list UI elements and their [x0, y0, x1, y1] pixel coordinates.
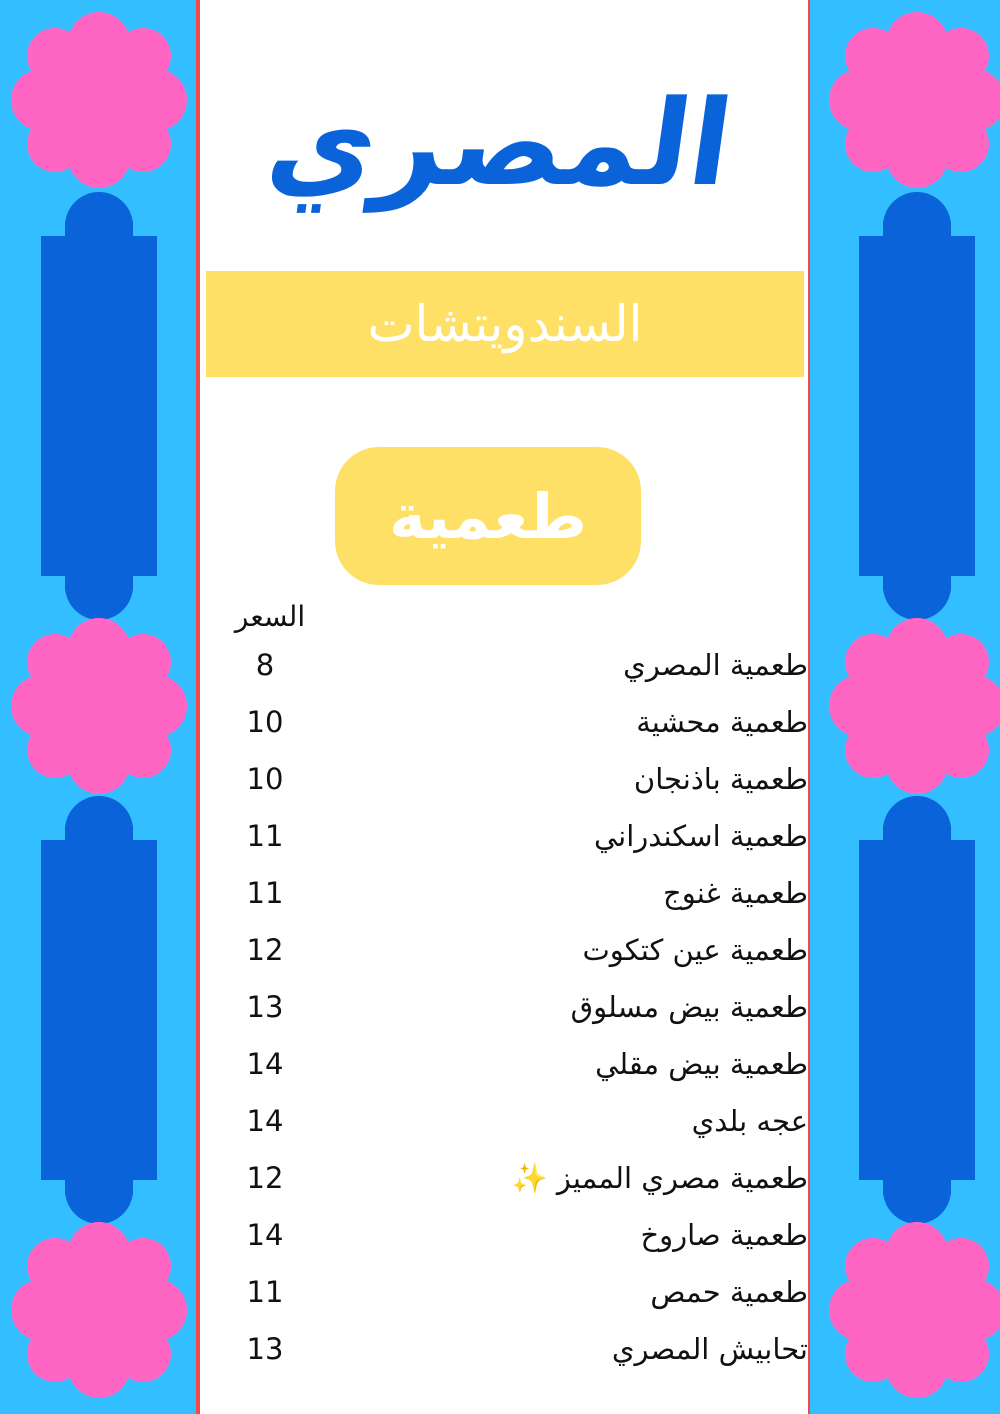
price-column-header: السعر [234, 600, 306, 633]
right-decorative-panel [810, 0, 1000, 1414]
menu-item-name: طعمية محشية [636, 705, 808, 739]
menu-item-price: 8 [255, 648, 275, 682]
menu-item-price: 14 [246, 1218, 284, 1252]
menu-item-name: طعمية مصري المميز ✨ [511, 1161, 808, 1195]
pink-ornament [11, 1222, 187, 1398]
menu-item [210, 648, 810, 698]
menu-item-price: 12 [246, 933, 284, 967]
menu-item [210, 705, 810, 755]
menu-item [210, 1047, 810, 1097]
pink-ornament [11, 12, 187, 188]
menu-item-name: طعمية اسكندراني [593, 819, 808, 853]
menu-item-price: 11 [246, 1275, 284, 1309]
menu-item [210, 1275, 810, 1325]
blue-ornament [41, 796, 157, 1224]
blue-ornament [859, 796, 975, 1224]
left-decorative-panel [0, 0, 196, 1414]
menu-item-price: 10 [246, 762, 284, 796]
menu-item-name: طعمية صاروخ [640, 1218, 808, 1252]
brand-name: المصري [259, 73, 741, 212]
menu-item-price: 13 [246, 1332, 284, 1366]
brand-logo [259, 50, 741, 235]
menu-item-price: 11 [246, 819, 284, 853]
menu-item [210, 1104, 810, 1154]
menu-item [210, 1218, 810, 1268]
menu-item-price: 14 [246, 1104, 284, 1138]
menu-item-name: طعمية باذنجان [633, 762, 808, 796]
blue-ornament [41, 192, 157, 620]
menu-item-name: عجه بلدي [691, 1104, 808, 1138]
left-red-divider [196, 0, 200, 1414]
menu-item [210, 1332, 810, 1382]
section-banner [206, 271, 804, 377]
menu-item-price: 11 [246, 876, 284, 910]
menu-item [210, 819, 810, 869]
menu-item-price: 10 [246, 705, 284, 739]
pink-ornament [829, 1222, 1000, 1398]
category-pill [335, 447, 641, 585]
menu-item [210, 1161, 810, 1211]
menu-item-name: طعمية بيض مقلي [595, 1047, 808, 1081]
menu-item-price: 12 [246, 1161, 284, 1195]
pink-ornament [829, 12, 1000, 188]
right-pattern [810, 0, 1000, 1414]
menu-item-name: طعمية بيض مسلوق [570, 990, 808, 1024]
menu-item-name: طعمية حمص [650, 1275, 808, 1309]
menu-item [210, 990, 810, 1040]
menu-item-price: 14 [246, 1047, 284, 1081]
left-pattern [0, 0, 196, 1414]
section-title: السندويتشات [367, 295, 643, 353]
menu-item [210, 876, 810, 926]
menu-item-price: 13 [246, 990, 284, 1024]
menu-item-name: طعمية المصري [623, 648, 808, 682]
pink-ornament [829, 618, 1000, 794]
category-title: طعمية [389, 479, 587, 553]
menu-item-name: طعمية عين كتكوت [582, 933, 808, 967]
pink-ornament [11, 618, 187, 794]
menu-item-name: طعمية غنوج [663, 876, 808, 910]
menu-item [210, 933, 810, 983]
blue-ornament [859, 192, 975, 620]
menu-item-name: تحابيش المصري [611, 1332, 808, 1366]
menu-item [210, 762, 810, 812]
